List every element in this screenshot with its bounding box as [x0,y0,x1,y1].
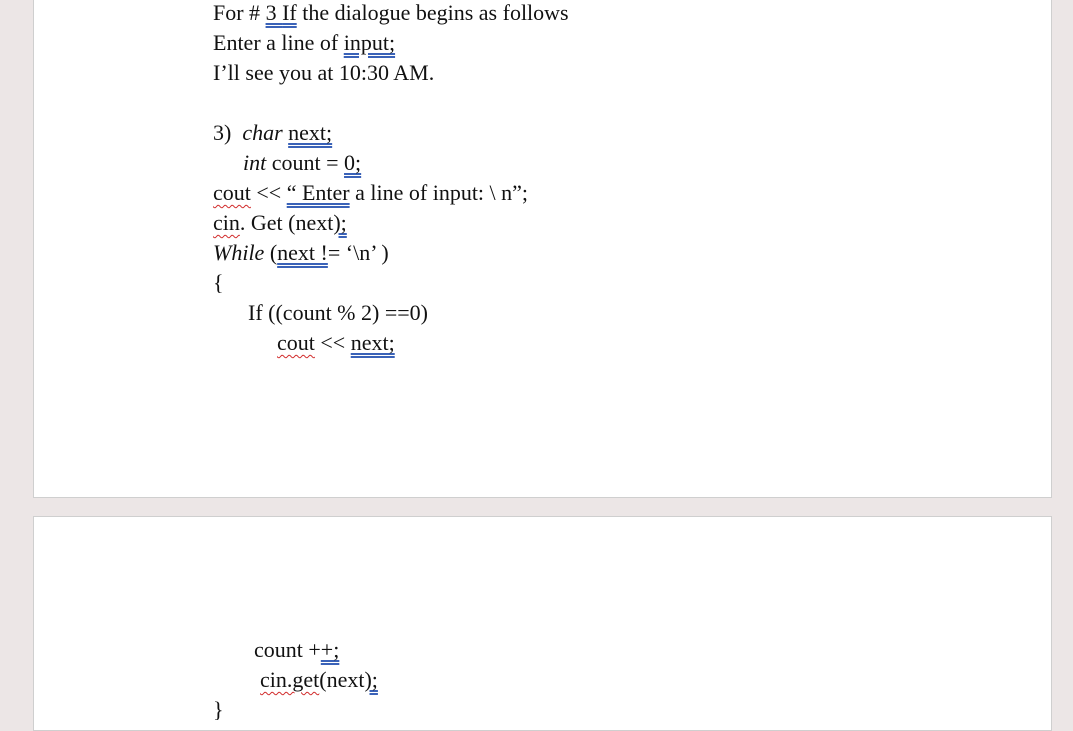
line-cin-get-next [260,665,378,695]
text: I’ll see you at 10:30 AM. [213,60,435,85]
text: Enter a line of [213,30,344,55]
text: . Get (next [239,210,334,235]
line-open-brace [213,268,224,298]
text: For # [213,0,266,25]
text: a line of input: \ n”; [349,180,529,205]
document-page-1 [33,0,1052,498]
text: = ‘\n’ ) [327,240,389,265]
text: cin [213,210,240,235]
text: ( [264,240,278,265]
text: 3) [213,120,243,145]
text: count + [254,637,321,662]
text: cout [213,180,251,205]
text: 3 [265,0,283,25]
text: { [213,270,224,295]
line-cout-next [277,328,395,358]
text: cout [277,330,315,355]
text: If ((count % 2) ==0) [248,300,428,325]
line-int-count [243,148,361,178]
text: int [243,150,267,175]
text: “ Enter [286,180,350,205]
text: next; [288,120,333,145]
text: << [250,180,287,205]
text: ); [333,210,347,235]
line-count-increment [254,635,339,665]
line-cout-enter [213,178,528,208]
line-char-next [213,118,332,148]
text: << [314,330,351,355]
line-for-3 [213,0,569,28]
text: input; [343,30,396,55]
text: 0; [344,150,362,175]
text: count = [266,150,345,175]
text: } [213,697,224,722]
text: If [282,0,297,25]
text: While [213,240,265,265]
text: +; [320,637,340,662]
text: cin.get [260,667,320,692]
line-if-count [248,298,428,328]
text: the dialogue begins as follows [296,0,569,25]
text: (next [319,667,365,692]
text: ); [364,667,378,692]
line-enter-input [213,28,395,58]
line-cin-get [213,208,347,238]
text: next; [350,330,395,355]
text: next ! [277,240,328,265]
text: char [242,120,283,145]
line-close-brace [213,695,224,725]
document-page-2 [33,516,1052,731]
line-see-you [213,58,434,88]
line-while [213,238,389,268]
